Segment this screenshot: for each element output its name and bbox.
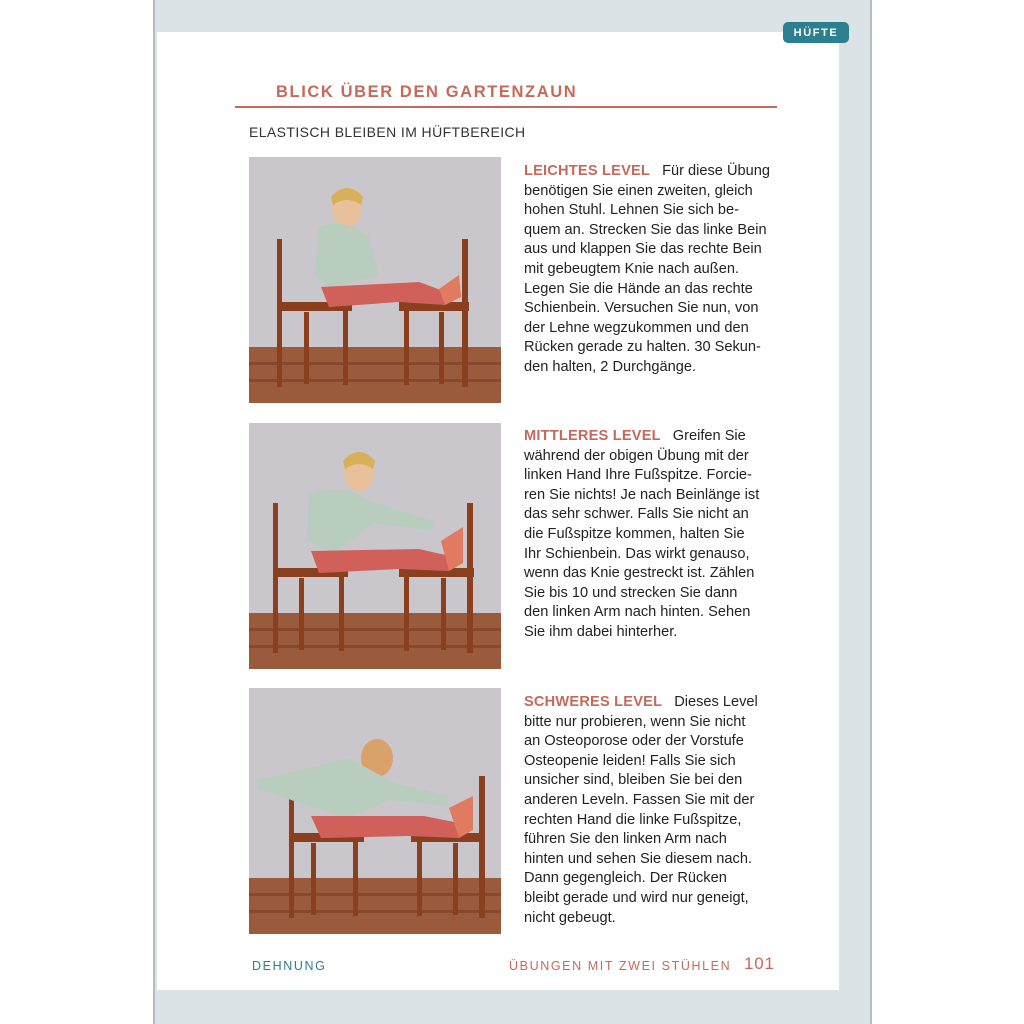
text-line: den linken Arm nach hinten. Sehen	[524, 604, 751, 621]
text-line: bleibt gerade und wird nur geneigt,	[524, 889, 749, 906]
text-line: an Osteoporose oder der Vorstufe	[524, 733, 744, 750]
text-line: unsicher sind, bleiben Sie bei den	[524, 772, 743, 789]
text-line: SCHWERES LEVEL Dieses Level	[524, 694, 758, 710]
page-subtitle: ELASTISCH BLEIBEN IM HÜFTBEREICH	[249, 124, 526, 140]
text-line: hohen Stuhl. Lehnen Sie sich be-	[524, 202, 740, 219]
text-line: MITTLERES LEVEL Greifen Sie	[524, 428, 746, 444]
chapter-tab	[783, 22, 849, 43]
exercise-text-medium	[524, 427, 786, 643]
text-line: Rücken gerade zu halten. 30 Sekun-	[524, 339, 761, 356]
text-line: Osteopenie leiden! Falls Sie sich	[524, 752, 736, 769]
text-line: wenn das Knie gestreckt ist. Zählen	[524, 565, 755, 582]
level-label: SCHWERES LEVEL	[524, 694, 663, 710]
text-line: Dann gegengleich. Der Rücken	[524, 870, 727, 887]
text-line: während der obigen Übung mit der	[524, 447, 749, 464]
text-line: benötigen Sie einen zweiten, gleich	[524, 182, 753, 199]
level-label: LEICHTES LEVEL	[524, 163, 651, 179]
text-line: ren Sie nichts! Je nach Beinlänge ist	[524, 486, 760, 503]
text-line: anderen Leveln. Fassen Sie mit der	[524, 791, 755, 808]
page-title: BLICK ÜBER DEN GARTENZAUN	[276, 83, 578, 101]
exercise-photo-medium	[249, 423, 501, 669]
text-line: mit gebeugtem Knie nach außen.	[524, 260, 739, 277]
exercise-text-easy	[524, 162, 786, 378]
chapter-tab-label: HÜFTE	[793, 26, 839, 39]
text-line: die Fußspitze kommen, halten Sie	[524, 525, 745, 542]
text-line: quem an. Strecken Sie das linke Bein	[524, 221, 767, 238]
title-divider	[235, 106, 777, 108]
text-line: bitte nur probieren, wenn Sie nicht	[524, 713, 746, 730]
level-label: MITTLERES LEVEL	[524, 428, 661, 444]
text-line: den halten, 2 Durchgänge.	[524, 358, 697, 375]
text-line: Ihr Schienbein. Das wirkt genauso,	[524, 545, 750, 562]
text-line: LEICHTES LEVEL Für diese Übung	[524, 163, 770, 179]
exercise-text-hard	[524, 693, 786, 928]
text-line: der Lehne wegzukommen und den	[524, 319, 749, 336]
text-line: nicht gebeugt.	[524, 909, 616, 926]
page-number: 101	[744, 954, 775, 973]
footer-section: ÜBUNGEN MIT ZWEI STÜHLEN	[509, 959, 732, 973]
text-line: rechten Hand die linke Fußspitze,	[524, 811, 742, 828]
text-line: Sie bis 10 und strecken Sie dann	[524, 584, 738, 601]
text-line: hinten und sehen Sie diesem nach.	[524, 850, 752, 867]
exercise-photo-hard	[249, 688, 501, 934]
text-line: Sie ihm dabei hinterher.	[524, 623, 678, 640]
footer-chapter: DEHNUNG	[252, 959, 327, 973]
text-line: Legen Sie die Hände an das rechte	[524, 280, 753, 297]
text-line: Schienbein. Versuchen Sie nun, von	[524, 300, 759, 317]
text-line: das sehr schwer. Falls Sie nicht an	[524, 506, 749, 523]
text-line: linken Hand Ihre Fußspitze. Forcie-	[524, 467, 752, 484]
text-line: aus und klappen Sie das rechte Bein	[524, 241, 762, 258]
exercise-photo-easy	[249, 157, 501, 403]
text-line: führen Sie den linken Arm nach	[524, 831, 727, 848]
